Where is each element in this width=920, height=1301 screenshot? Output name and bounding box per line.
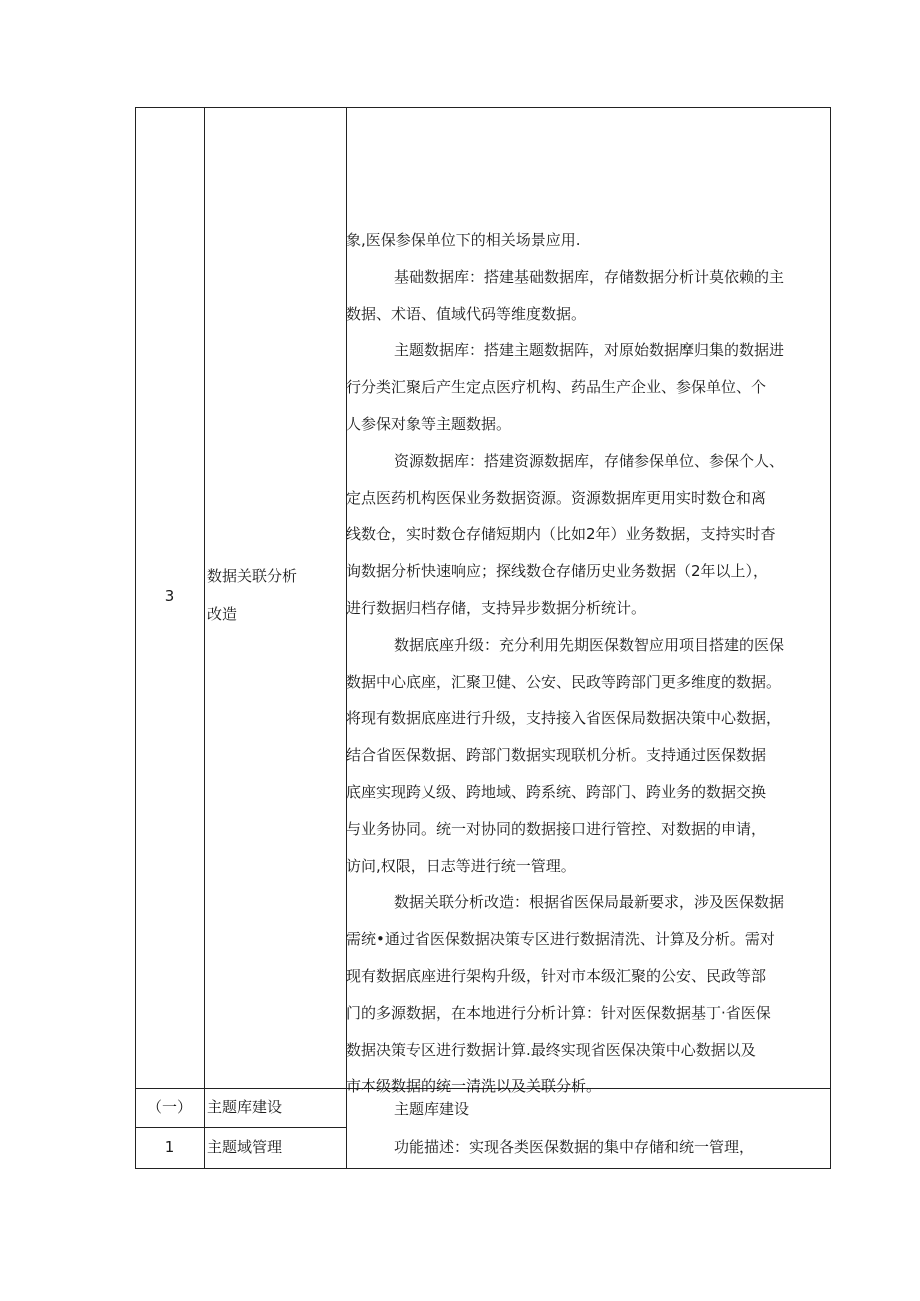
- content-line: 结合省医保数据、跨部门数据实现联机分析。支持通过医保数据: [346, 746, 767, 765]
- content-line: 门的多源数据，在本地进行分析计算：针对医保数据基丁·省医保: [346, 1003, 771, 1022]
- section-item-name: 主题库建设: [207, 1098, 283, 1116]
- content-line: 线数仓，实时数仓存储短期内（比如2年）业务数据，支持实时杳: [346, 525, 776, 544]
- row1-item-name: 主题域管理: [207, 1138, 283, 1156]
- content-line: 行分类汇聚后产生定点医疗机构、药品生产企业、参保单位、个: [346, 378, 767, 397]
- content-line: 询数据分析快速响应；探线数仓存储历史业务数据（2年以上），: [346, 562, 769, 581]
- content-line: 数据中心底座，汇聚卫健、公安、民政等跨部门更多维度的数据。: [346, 672, 782, 691]
- content-line: 象,医保参保单位下的相关场景应用.: [346, 231, 581, 249]
- content-line: 与业务协同。统一对协同的数据接口进行管控、对数据的申请，: [346, 819, 767, 838]
- row3-content: [346, 222, 830, 1105]
- content-line: 进行数据归档存储，支持异步数据分析统计。: [346, 598, 647, 617]
- row-divider-2: [135, 1127, 346, 1128]
- table-left-border: [135, 107, 136, 1169]
- content-line: 主题数据库：搭建主题数据阵，对原始数据摩归集的数据进: [394, 341, 785, 360]
- table-right-border: [830, 107, 831, 1169]
- content-line: 基础数据库：搭建基础数据库，存储数据分析计莫依赖的主: [394, 267, 785, 286]
- content-line: 需统•通过省医保数据决策专区进行数据清洗、计算及分析。需对: [346, 930, 775, 949]
- section-content: 主题库建设: [394, 1100, 470, 1118]
- content-line: 数据底座升级：充分利用先期医保数智应用项目搭建的医保: [394, 635, 785, 654]
- row3-item-name-line2: 改造: [207, 605, 238, 623]
- content-line: 数据、术语、值域代码等维度数据。: [346, 304, 587, 323]
- content-line: 底座实现跨乂级、跨地域、跨系统、跨部门、跨业务的数据交换: [346, 782, 767, 801]
- content-line: 现有数据底座进行架构升级，针对市本级汇聚的公安、民政等部: [346, 966, 767, 985]
- content-line: 市本级数据的统一清洗以及关联分析。: [346, 1077, 602, 1096]
- row1-content: 功能描述：实现各类医保数据的集中存储和统一管理，: [394, 1138, 755, 1156]
- row3-number: 3: [164, 587, 175, 605]
- content-line: 访问,权限，日志等进行统一管理。: [346, 856, 576, 875]
- table-top-border: [135, 107, 831, 108]
- content-line: 定点医药机构医保业务数据资源。资源数据库更用实时数仓和离: [346, 488, 767, 507]
- content-line: 数据关联分析改造：根据省医保局最新要求，涉及医保数据: [394, 893, 785, 912]
- row1-number: 1: [164, 1138, 175, 1156]
- row3-item-name-line1: 数据关联分析: [207, 567, 298, 585]
- content-line: 数据决策专区进行数据计算.最终实现省医保决策中心数据以及: [346, 1040, 756, 1059]
- content-line: 人参保对象等主题数据。: [346, 414, 512, 433]
- column-divider-1: [204, 107, 205, 1169]
- table-bottom-border: [135, 1168, 831, 1169]
- content-line: 将现有数据底座进行升级，支持接入省医保局数据决策中心数据，: [346, 709, 782, 728]
- section-number: （一）: [146, 1098, 192, 1116]
- content-line: 资源数据库：搭建资源数据库，存储参保单位、参保个人、: [394, 451, 785, 470]
